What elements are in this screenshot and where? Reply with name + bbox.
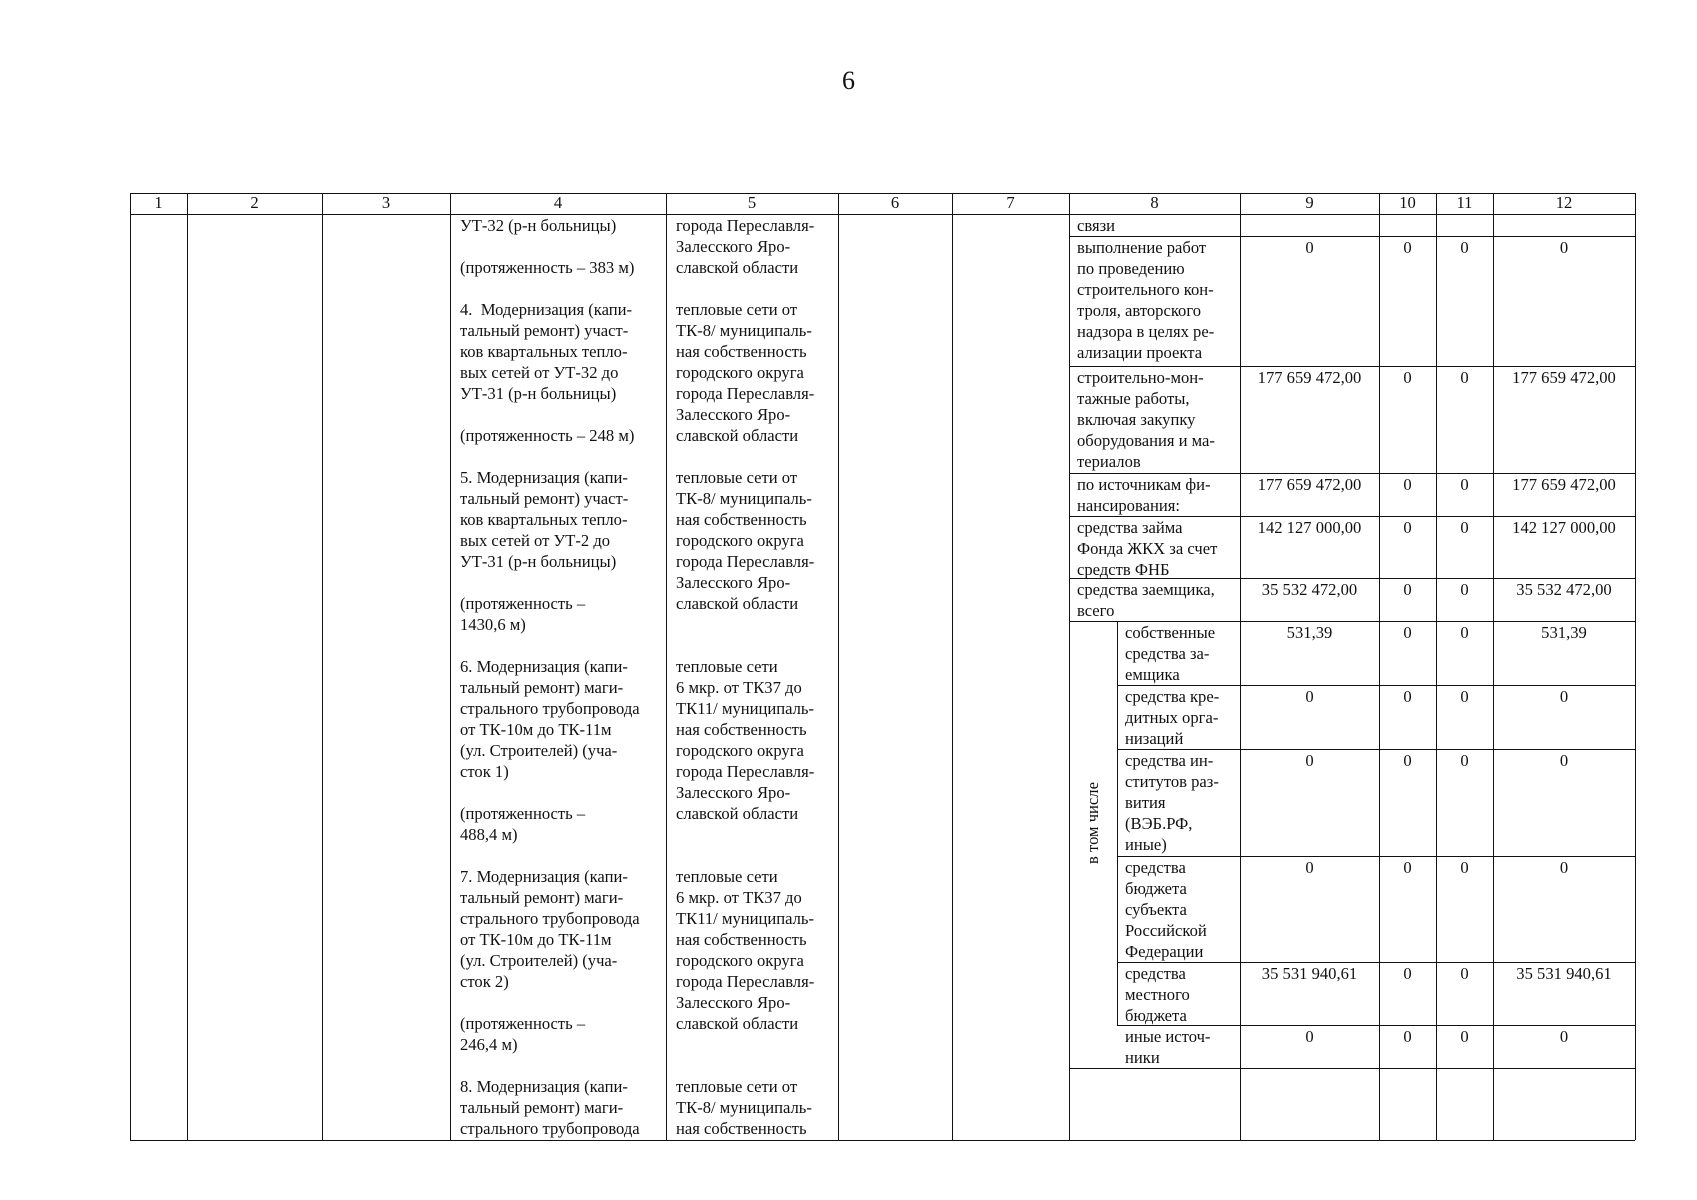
row-label: собственные средства за- емщика [1125, 623, 1216, 684]
row-divider [1069, 1068, 1635, 1069]
value-cell: 0 [1460, 1027, 1469, 1046]
value-cell: 0 [1403, 368, 1412, 387]
row-label: иные источ- ники [1125, 1027, 1211, 1067]
page-number: 6 [842, 66, 855, 95]
value-cell: 0 [1403, 858, 1412, 877]
value-cell: 142 127 000,00 [1257, 518, 1362, 537]
header-bottom-border [130, 214, 1635, 215]
value-cell: 0 [1559, 238, 1569, 257]
value-cell: 0 [1403, 580, 1412, 599]
value-cell: 0 [1403, 518, 1412, 537]
value-cell: 0 [1460, 751, 1469, 770]
value-cell: 0 [1559, 858, 1569, 877]
column-divider [130, 193, 131, 1140]
value-cell: 0 [1403, 623, 1412, 642]
row-label: средства кре- дитных орга- низаций [1125, 687, 1220, 748]
column-divider [1069, 193, 1070, 1140]
column-divider [666, 193, 667, 1140]
column-header: 7 [1006, 193, 1015, 212]
value-cell: 177 659 472,00 [1512, 475, 1616, 494]
value-cell: 0 [1460, 623, 1469, 642]
value-cell: 531,39 [1286, 623, 1333, 642]
column-header: 1 [154, 193, 163, 212]
column-4-object-description: УТ-32 (р-н больницы) (протяженность – 383 м) 4. Модернизация (капи- тальный ремонт) участ- ков квартальных тепло- вых сетей от УТ-32 до УТ-31 (р-н больницы) (протяженность – 248 м) 5. Модернизация (капи- тальный ремонт) участ- ков квартальных тепло- вых сетей от УТ-2 до УТ-31 (р-н больницы) (протяженность – 1430,6 м) 6. Модернизация (капи- тальный ремонт) маги- стрального трубопровода от ТК-10м до ТК-11м (ул. Строителей) (уча- сток 1) (протяженность – 488,4 м) 7. Модернизация (капи- тальный ремонт) маги- стрального трубопровода от ТК-10м до ТК-11м (ул. Строителей) (уча- сток 2) (протяженность – 246,4 м) 8. Модернизация (капи- тальный ремонт) маги- стрального трубопровода [460, 216, 640, 1138]
value-cell: 35 532 472,00 [1261, 580, 1358, 599]
value-cell: 0 [1460, 687, 1469, 706]
column-header: 9 [1305, 193, 1314, 212]
value-cell: 0 [1403, 687, 1412, 706]
value-cell: 177 659 472,00 [1257, 368, 1362, 387]
value-cell: 0 [1305, 1027, 1314, 1046]
value-cell: 0 [1305, 751, 1314, 770]
value-cell: 0 [1403, 1027, 1412, 1046]
column-divider [322, 193, 323, 1140]
row-label: выполнение работ по проведению строительного кон- троля, авторского надзора в целях ре- ализации проекта [1077, 238, 1215, 362]
value-cell: 35 532 472,00 [1516, 580, 1612, 599]
value-cell: 531,39 [1541, 623, 1587, 642]
row-label: средства заемщика, всего [1077, 580, 1215, 620]
value-cell: 0 [1460, 518, 1469, 537]
value-cell: 0 [1460, 858, 1469, 877]
value-cell: 0 [1305, 238, 1314, 257]
column-divider [1379, 193, 1380, 1140]
value-cell: 35 531 940,61 [1261, 964, 1358, 983]
row-label: средства займа Фонда ЖКХ за счет средств ФНБ [1077, 518, 1218, 579]
value-cell: 142 127 000,00 [1512, 518, 1616, 537]
table-bottom-border [130, 1140, 1635, 1141]
column-5-ownership-description: города Переславля- Залесского Яро- славской области тепловые сети от ТК-8/ муниципаль- ная собственность городского округа города Переславля- Залесского Яро- славской области тепловые сети от ТК-8/ муниципаль- ная собственность городского округа города Переславля- Залесского Яро- славской области тепловые сети 6 мкр. от ТК37 до ТК11/ муниципаль- ная собственность городского округа города Переславля- Залесского Яро- славской области тепловые сети 6 мкр. от ТК37 до ТК11/ муниципаль- ная собственность городского округа города Переславля- Залесского Яро- славской области тепловые сети от ТК-8/ муниципаль- ная собственность [676, 216, 815, 1138]
column-header: 8 [1150, 193, 1159, 212]
column-header: 5 [747, 193, 757, 212]
value-cell: 0 [1460, 368, 1469, 387]
value-cell: 0 [1460, 475, 1469, 494]
value-cell: 0 [1403, 751, 1412, 770]
value-cell: 0 [1559, 687, 1569, 706]
column-divider [187, 193, 188, 1140]
value-cell: 0 [1305, 858, 1314, 877]
row-label: средства ин- ститутов раз- вития (ВЭБ.РФ, иные) [1125, 751, 1219, 854]
sub-column-divider [1117, 621, 1118, 1025]
column-divider [1493, 193, 1494, 1140]
row-label: средства бюджета субъекта Российской Федерации [1125, 858, 1207, 961]
column-header: 12 [1555, 193, 1573, 212]
value-cell: 0 [1460, 580, 1469, 599]
column-header: 6 [890, 193, 900, 212]
column-header: 3 [381, 193, 391, 212]
value-cell: 0 [1403, 475, 1412, 494]
value-cell: 0 [1460, 238, 1469, 257]
value-cell: 0 [1460, 964, 1469, 983]
value-cell: 0 [1403, 238, 1412, 257]
column-divider [1436, 193, 1437, 1140]
column-divider [952, 193, 953, 1140]
row-label: связи [1077, 216, 1116, 235]
column-header: 11 [1456, 193, 1473, 212]
column-header: 10 [1399, 193, 1416, 212]
value-cell: 0 [1403, 964, 1412, 983]
row-label: строительно-мон- тажные работы, включая закупку оборудования и ма- териалов [1077, 368, 1215, 471]
value-cell: 177 659 472,00 [1257, 475, 1362, 494]
value-cell: 0 [1305, 687, 1314, 706]
column-divider [1635, 193, 1636, 1140]
column-divider [450, 193, 451, 1140]
value-cell: 0 [1559, 751, 1569, 770]
row-label: по источникам фи- нансирования: [1077, 475, 1211, 515]
value-cell: 35 531 940,61 [1516, 964, 1612, 983]
sub-group-label: в том числе [1082, 782, 1102, 864]
column-divider [1240, 193, 1241, 1140]
row-label: средства местного бюджета [1125, 964, 1190, 1025]
column-divider [838, 193, 839, 1140]
column-header: 4 [553, 193, 563, 212]
value-cell: 177 659 472,00 [1512, 368, 1616, 387]
column-header: 2 [250, 193, 259, 212]
value-cell: 0 [1559, 1027, 1569, 1046]
